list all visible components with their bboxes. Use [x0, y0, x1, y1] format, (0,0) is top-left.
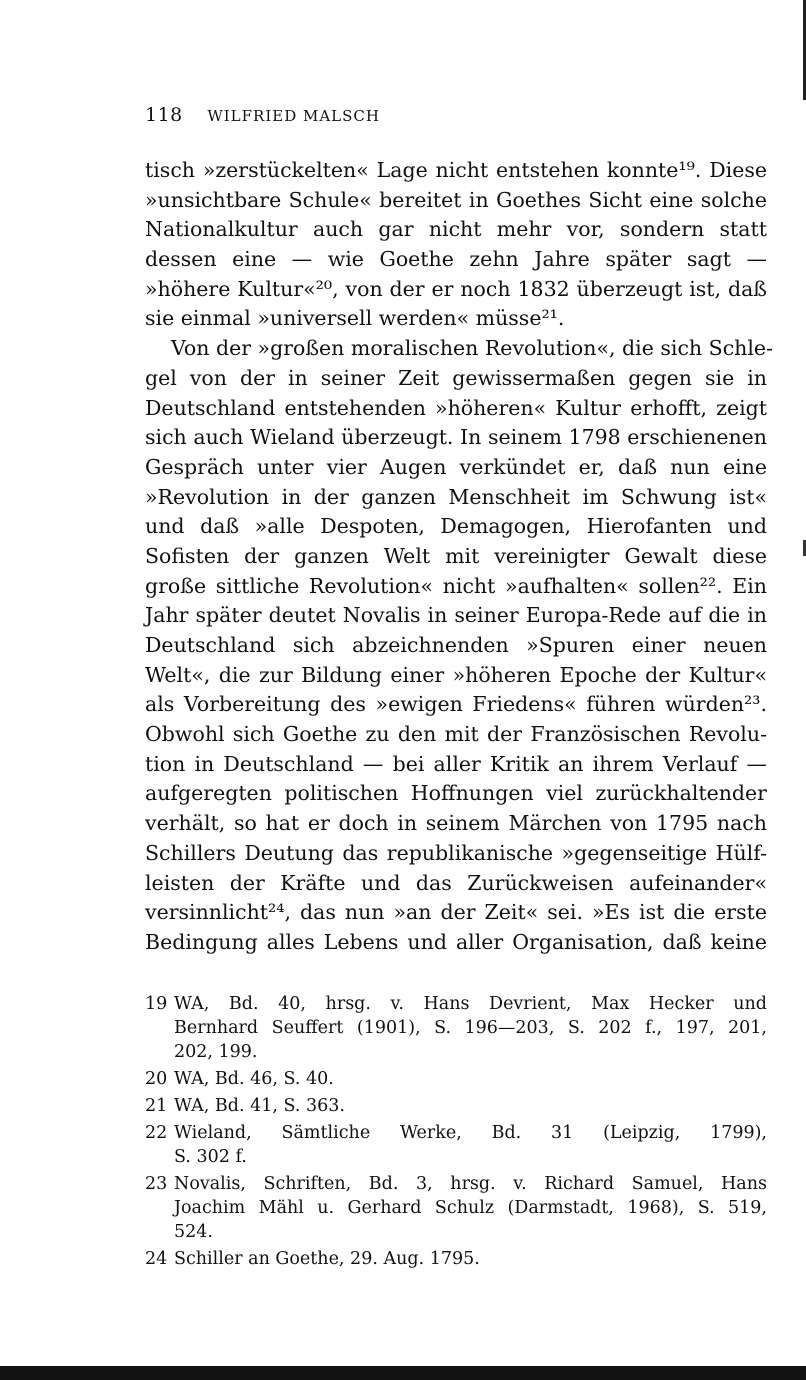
body-line: Schillers Deutung das republikanische »gegenseitige Hülf- [145, 840, 767, 865]
body-line: sie einmal »universell werden« müsse²¹. [145, 306, 565, 331]
body-line: »höhere Kultur«²⁰, von der er noch 1832 überzeugt ist, daß [145, 276, 767, 301]
body-line: tion in Deutschland — bei aller Kritik an ihrem Verlauf — [145, 751, 767, 776]
body-line: Deutschland sich abzeichnenden »Spuren einer neuen [145, 633, 767, 657]
page-number: 118 [145, 104, 183, 126]
body-line: als Vorbereitung des »ewigen Friedens« führen würden²³. [145, 692, 767, 717]
footnote-line: 202, 199. [174, 1042, 258, 1062]
body-line: »Revolution in der ganzen Menschheit im Schwung ist« [145, 484, 767, 509]
body-line: Von der »großen moralischen Revolution«, die sich Schle- [171, 336, 773, 361]
body-line: Gespräch unter vier Augen verkündet er, daß nun eine [145, 454, 767, 479]
footnote-line: S. 302 f. [174, 1147, 247, 1167]
body-line: Deutschland entstehenden »höheren« Kultur erhofft, zeigt [145, 395, 767, 420]
footnote-line: Bernhard Seuffert (1901), S. 196—203, S. 202 f., 197, 201, [174, 1018, 767, 1038]
footnote-number: 22 [145, 1123, 168, 1143]
footnote-line: WA, Bd. 41, S. 363. [174, 1096, 345, 1116]
body-line: Welt«, die zur Bildung einer »höheren Epoche der Kultur« [145, 662, 767, 687]
body-line: Bedingung alles Lebens und aller Organisation, daß keine [145, 929, 767, 954]
footnotes [145, 992, 767, 1274]
footnote-line: Novalis, Schriften, Bd. 3, hrsg. v. Richard Samuel, Hans [174, 1174, 767, 1194]
body-line: tisch »zerstückelten« Lage nicht entstehen konnte¹⁹. Diese [145, 158, 767, 182]
body-line: große sittliche Revolution« nicht »aufhalten« sollen²². Ein [145, 573, 767, 598]
body-line: Nationalkultur auch gar nicht mehr vor, sondern statt [145, 217, 767, 242]
footnote-number: 19 [145, 994, 168, 1014]
body-line: »unsichtbare Schule« bereitet in Goethes Sicht eine solche [145, 187, 767, 212]
footnote-number: 23 [145, 1174, 168, 1194]
footnote-line: Joachim Mähl u. Gerhard Schulz (Darmstadt, 1968), S. 519, [174, 1198, 767, 1218]
footnote-number: 24 [145, 1249, 168, 1269]
footnote [145, 1172, 767, 1244]
body-line: Sofisten der ganzen Welt mit vereinigter Gewalt diese [145, 543, 767, 568]
body-line: versinnlicht²⁴, das nun »an der Zeit« sei. »Es ist die erste [145, 900, 767, 925]
body-line: Obwohl sich Goethe zu den mit der Französischen Revolu- [145, 722, 767, 747]
page-bottom-edge [0, 1366, 806, 1380]
footnote-line: Schiller an Goethe, 29. Aug. 1795. [174, 1249, 480, 1269]
footnote [145, 992, 767, 1064]
footnote [145, 1094, 767, 1118]
footnote [145, 1121, 767, 1169]
body-line: verhält, so hat er doch in seinem Märchen von 1795 nach [145, 811, 767, 836]
body-line: gel von der in seiner Zeit gewissermaßen gegen sie in [145, 365, 767, 390]
body-line: dessen eine — wie Goethe zehn Jahre später sagt — [145, 247, 767, 272]
footnote-line: WA, Bd. 40, hrsg. v. Hans Devrient, Max Hecker und [174, 994, 767, 1014]
footnote-line: 524. [174, 1222, 213, 1242]
body-line: und daß »alle Despoten, Demagogen, Hierofanten und [145, 514, 767, 539]
footnote-number: 21 [145, 1096, 168, 1116]
body-text [145, 156, 773, 958]
footnote-number: 20 [145, 1069, 168, 1089]
footnote [145, 1247, 767, 1271]
footnote [145, 1067, 767, 1091]
body-line: Jahr später deutet Novalis in seiner Europa-Rede auf die in [145, 603, 767, 628]
body-line: leisten der Kräfte und das Zurückweisen aufeinander« [145, 870, 767, 895]
running-head-author: WILFRIED MALSCH [207, 107, 380, 125]
running-head [145, 104, 380, 126]
footnote-line: WA, Bd. 46, S. 40. [174, 1069, 334, 1089]
body-line: sich auch Wieland überzeugt. In seinem 1798 erschienenen [145, 425, 767, 450]
footnote-line: Wieland, Sämtliche Werke, Bd. 31 (Leipzig, 1799), [174, 1123, 767, 1143]
body-line: aufgeregten politischen Hoffnungen viel zurückhaltender [145, 781, 767, 806]
